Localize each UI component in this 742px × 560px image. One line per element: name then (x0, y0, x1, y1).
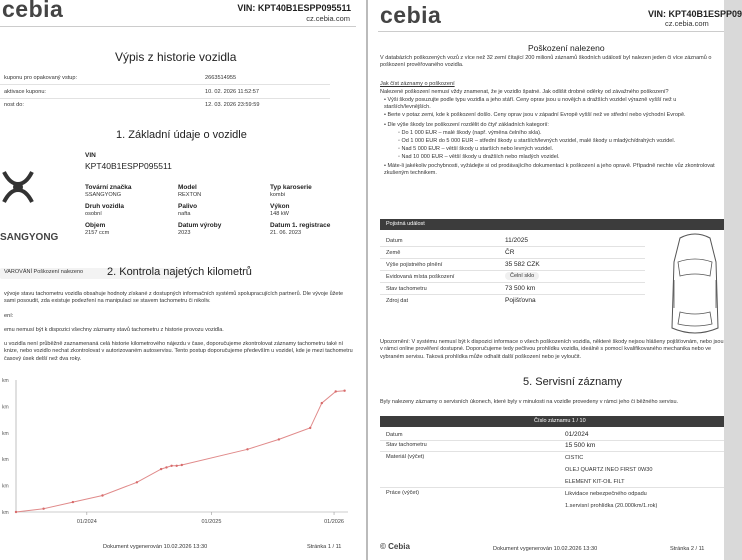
field-label: Výkon (270, 203, 290, 210)
field-label: Typ karoserie (270, 184, 312, 191)
row-value: Likvidace nebezpečného odpadu (565, 491, 647, 497)
car-damage-diagram (666, 232, 724, 338)
list-item: ◦ Nad 10 000 EUR – větší škody u dražších nebo mladých vozidel. (398, 154, 560, 160)
field-value: kombi (270, 192, 285, 198)
field-value: 21. 06. 2023 (270, 230, 302, 236)
field-label: Objem (85, 222, 106, 229)
field-value: osobní (85, 211, 102, 217)
meta-label: aktivace kuponu: (4, 89, 46, 95)
row-label: Datum (386, 432, 403, 438)
row-label: Datum (386, 238, 403, 244)
how-to-read-text: Nalezené poškození nemusí vždy znamenat, že je vozidlo špatné. Jak odlišit drobné oděrky od závažného poškození? (380, 89, 669, 95)
row-value: 15 500 km (565, 442, 596, 449)
odometer-point (101, 494, 103, 496)
field-label: Datum výroby (178, 222, 222, 229)
odometer-point (42, 508, 44, 510)
odometer-point (343, 390, 345, 392)
report-page-1 (0, 0, 366, 560)
notice-label: ení: (4, 313, 14, 319)
header-vin: VIN: KPT40B1ESPP09 (648, 9, 742, 19)
report-title: Výpis z historie vozidla (115, 50, 237, 64)
list-item: • Výši škody posuzujte podle typu vozidla a jeho stáří. Ceny oprav jsou u novějch a dražších vozidel výrazně vyšší než u starších/levnějších. (384, 97, 677, 111)
service-record-header: Číslo záznamu 1 / 10 (380, 416, 724, 427)
meta-label: nost do: (4, 102, 24, 108)
section-2-title: 2. Kontrola najetých kilometrů (107, 266, 252, 278)
field-label: Datum 1. registrace (270, 222, 331, 229)
footer-page: Stránka 1 / 11 (307, 544, 342, 550)
row-label: Práce (výčet) (386, 490, 419, 496)
field-label: Model (178, 184, 197, 191)
y-tick-label: km (2, 378, 9, 384)
row-label: Země (386, 250, 401, 256)
row-value: 35 582 CZK (505, 261, 540, 268)
odometer-point (72, 501, 74, 503)
row-label: Výše pojistného plnění (386, 262, 443, 268)
odometer-point (15, 511, 17, 513)
header-rule (378, 31, 724, 32)
y-tick-label: km (2, 457, 9, 464)
list-item: • Dle výše škody lze poškození rozdělit do čtyř základních kategorií: (384, 122, 549, 128)
odometer-point (321, 402, 323, 404)
list-item: ◦ Od 1 000 EUR do 5 000 EUR – střední škody u starších/levných vozidel, malé škody u mladých/drahých vozidel. (398, 138, 676, 144)
odometer-chart (0, 372, 366, 534)
field-value: nafta (178, 211, 191, 217)
cebia-logo: cebia (2, 0, 64, 22)
ssangyong-logo (0, 162, 36, 222)
header-url[interactable]: cz.cebia.com (306, 14, 350, 23)
field-value: 2157 ccm (85, 230, 110, 236)
x-tick-label: 01/2026 (324, 519, 344, 525)
odometer-point (170, 465, 172, 467)
brand-wordmark: SANGYONG (0, 232, 59, 243)
insurance-event-header: Pojistná událost (380, 219, 724, 230)
row-value (505, 272, 539, 279)
row-label: Evidovaná místa poškození (386, 274, 455, 280)
list-item: • Berte v potaz zemi, kde k poškození došlo. Ceny oprav jsou v západní Evropě vyšší než ve střední nebo východní Evropě. (384, 112, 686, 118)
odometer-note-2: u vozidla není průběžně zaznamenaná celá historie kilometrového nájezdu v čase, doporučujeme zkontrolovat záznamy tachometru také ní knize, nebo vozidlo nechat zkontrolovat v autorizovaném autoservisu. Tento postup doporučujeme především u vozidel, kde je mezi tachometru časový úsek delší než dva roky. (4, 341, 353, 362)
odometer-point (176, 465, 178, 467)
meta-value: 12. 03. 2026 23:59:59 (205, 102, 260, 108)
field-value: 148 kW (270, 211, 289, 217)
odometer-note-1: emu nemusí být k dispozici všechny záznamy stavů tachometru z historie provozu vozidla. (4, 327, 224, 333)
damage-notice: Upozornění: V systému nemusí být k dispozici informace o všech poškozeních vozidla, některé škody nejsou hlášeny pojišťovnám, nebo jsou v rámci online prověření dostupné. Doporučujeme tedy pečlivou prohlídku vozidla, ideálně s pomocí kvalifikovaného mechanika nebo ve vybraném servisu. Taková prohlídka může odhalit další poškození nebo je vyloučit. (380, 339, 724, 360)
odometer-series-line (16, 391, 345, 512)
row-value: CISTIC (565, 455, 584, 461)
footer-logo: © Cebia (380, 542, 410, 551)
warning-text: VAROVÁNÍ Poškození nalezeno (4, 269, 84, 275)
field-label: Tovární značka (85, 184, 132, 191)
y-tick-label: km (2, 404, 9, 411)
field-value: REXTON (178, 192, 202, 198)
meta-value: 10. 02. 2026 11:52:57 (205, 89, 260, 95)
odometer-point (136, 481, 138, 483)
row-value: Pojišťovna (505, 297, 536, 304)
x-tick-label: 01/2025 (201, 519, 222, 525)
footer-page: Stránka 2 / 11 (670, 546, 705, 552)
row-label: Stav tachometru (386, 286, 427, 292)
field-value: SSANGYONG (85, 192, 122, 198)
damage-location-badge: Čelní sklo (505, 272, 539, 280)
row-value: ELEMENT KIT-OIL FILT (565, 479, 625, 485)
vin-value: KPT40B1ESPP095511 (85, 161, 172, 171)
damage-intro: V databázích poškozených vozů z více než 32 zemí čítající 200 milionů záznamů škodních událostí byl nalezen jeden či více záznamů o poškození prověřovaného vozidla. (380, 55, 712, 69)
section-5-title: 5. Servisní záznamy (523, 376, 623, 388)
row-label: Zdroj dat (386, 298, 409, 304)
meta-value: 2663514955 (205, 75, 237, 81)
header-url[interactable]: cz.cebia.com (665, 19, 709, 28)
row-value: 1.servisní prohlídka (20.000km/1.rok) (565, 503, 658, 509)
row-label: Materiál (výčet) (386, 454, 425, 460)
odometer-point (160, 468, 162, 470)
odometer-point (335, 390, 337, 392)
header-vin: VIN: KPT40B1ESPP095511 (237, 3, 351, 13)
meta-label: kuponu pro opakovaný vstup: (4, 75, 78, 81)
vin-label: VIN (85, 152, 96, 159)
field-label: Druh vozidla (85, 203, 125, 210)
row-value: 01/2024 (565, 431, 589, 438)
how-to-read-title: Jak číst záznamy o poškození (380, 81, 455, 87)
y-tick-label: km (2, 430, 9, 437)
row-value: ČR (505, 249, 515, 256)
odometer-point (309, 427, 311, 429)
field-value: 2023 (178, 230, 191, 236)
odometer-point (246, 448, 248, 450)
odometer-point (181, 464, 183, 466)
x-tick-label: 01/2024 (76, 519, 97, 525)
list-item: ◦ Do 1 000 EUR – malé škody (např. výměna čelního skla). (398, 130, 542, 136)
list-item: • Máte-li jakékoliv pochybnosti, vyžádejte si od prodávajícího dokumentaci k poškození a jeho opravě. Případně nechte vůz zkontrolovat zkušeným technikem. (384, 163, 715, 177)
y-tick-label: km (2, 510, 9, 516)
report-page-2 (368, 0, 742, 560)
footer-generated: Dokument vygenerován 10.02.2026 13:30 (493, 546, 598, 552)
list-item: ◦ Nad 5 000 EUR – větší škody u starších nebo levných vozidel. (398, 146, 554, 152)
row-value: 73 500 km (505, 285, 536, 292)
odometer-point (165, 466, 167, 468)
service-intro: Byly nalezeny záznamy o servisních úkonech, které byly v minulosti na vozidle provedeny v rámci jeho či běžného servisu. (380, 399, 679, 405)
row-label: Stav tachometru (386, 442, 427, 448)
odometer-intro: vývoje stavu tachometru vozidla obsahuje hodnoty získané z dostupných informačních systémů spolupracujících partnerů. Dle vývoje ůžete sami posoudit, zda existuje podezření na manipulaci se stavem tachometru či nikoliv. (4, 291, 344, 305)
row-value: OLEJ QUARTZ INEO FIRST 0W30 (565, 467, 653, 473)
y-tick-label: km (2, 483, 9, 490)
odometer-point (278, 438, 280, 440)
field-label: Palivo (178, 203, 198, 210)
header-rule (0, 26, 356, 27)
section-1-title: 1. Základní údaje o vozidle (116, 129, 247, 141)
footer-generated: Dokument vygenerován 10.02.2026 13:30 (103, 544, 208, 550)
damage-title: Poškození nalezeno (528, 43, 605, 53)
cebia-logo: cebia (380, 2, 442, 28)
row-value: 11/2025 (505, 237, 529, 244)
